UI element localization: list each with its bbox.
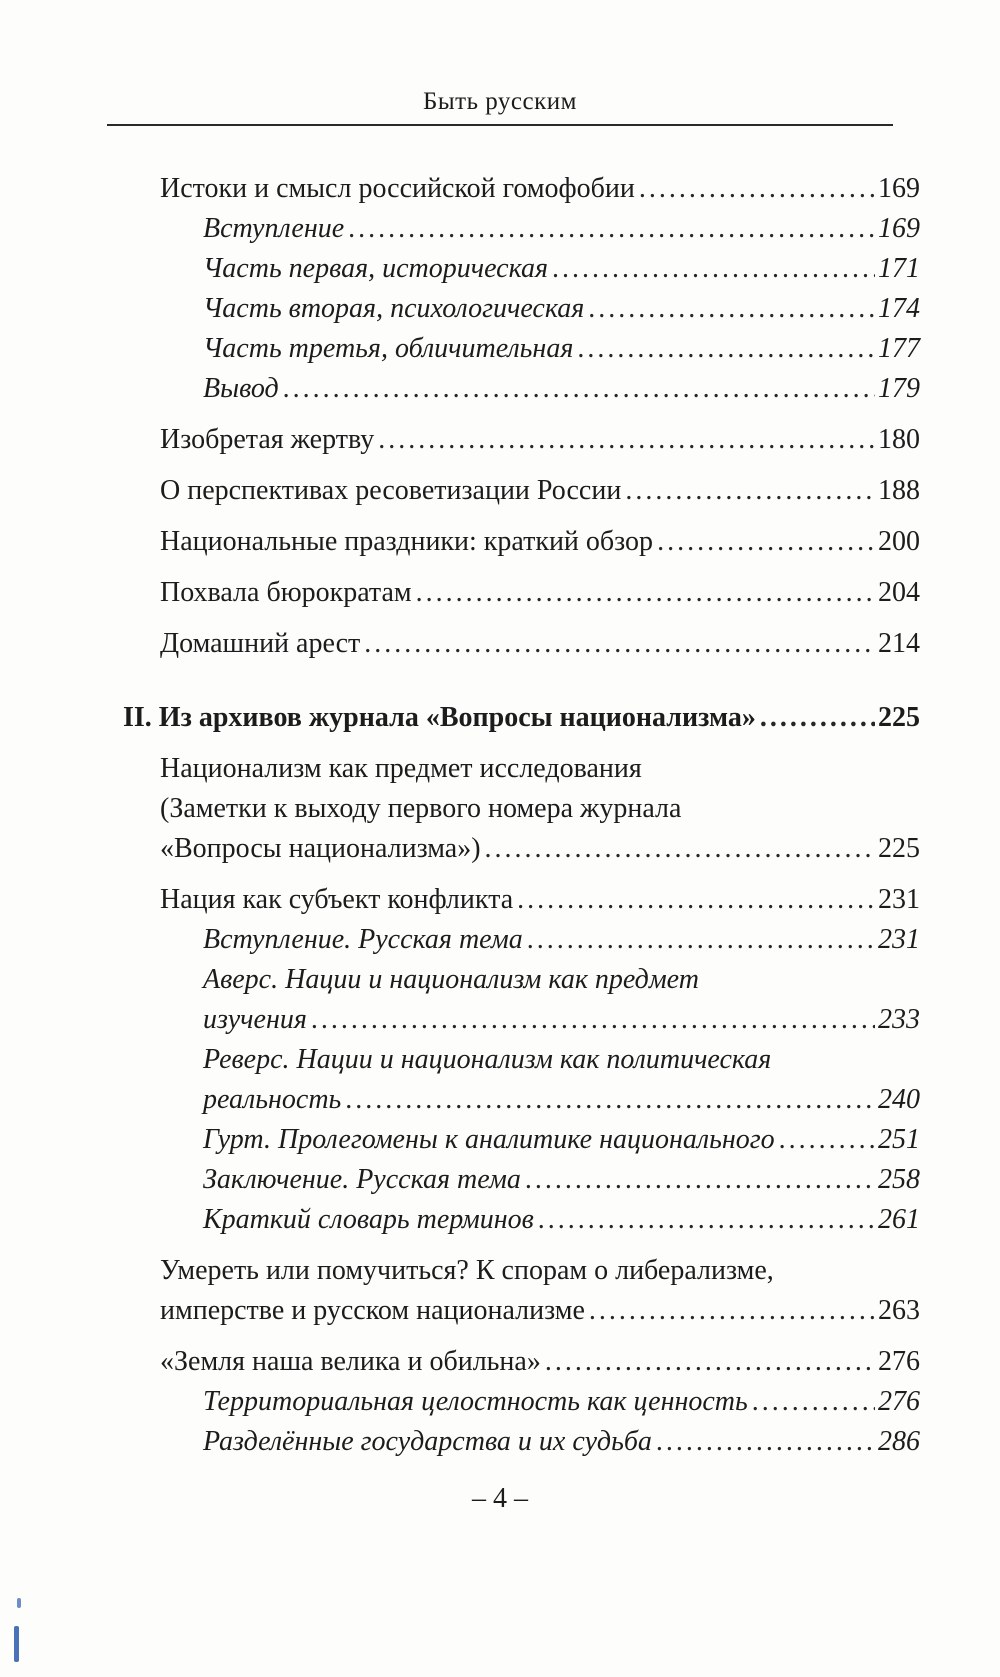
toc-entry-title: Территориальная целостность как ценность — [203, 1386, 748, 1417]
toc-entry-title: Изобретая жертву — [160, 424, 375, 455]
toc-entry-title: (Заметки к выходу первого номера журнала — [160, 793, 682, 824]
toc-entry-title: Национализм как предмет исследования — [160, 753, 642, 784]
toc-page-number: 225 — [878, 833, 920, 864]
toc-entry — [160, 624, 920, 664]
dot-leader — [656, 1422, 875, 1462]
toc-entry — [160, 522, 920, 562]
toc-entry-line — [160, 169, 920, 209]
toc-entry — [203, 1422, 920, 1462]
dot-leader — [485, 829, 875, 869]
toc-entry-line — [203, 920, 920, 960]
toc-entry — [203, 369, 920, 409]
dot-leader — [545, 1342, 875, 1382]
toc-entry — [203, 960, 920, 1040]
toc-entry-continuation — [160, 1251, 920, 1291]
dot-leader — [779, 1120, 875, 1160]
dot-leader — [527, 920, 875, 960]
toc-entry-title: Часть третья, обличительная — [203, 333, 574, 364]
toc-page-number: 180 — [878, 424, 920, 455]
toc-entry-line — [160, 471, 920, 511]
toc-entry-line — [203, 329, 920, 369]
toc-page-number: 169 — [878, 213, 920, 244]
toc-entry — [160, 169, 920, 209]
toc-entry-title: О перспективах ресоветизации России — [160, 475, 622, 506]
toc-entry-line — [160, 1291, 920, 1331]
toc-entry — [203, 1382, 920, 1422]
dot-leader — [552, 249, 875, 289]
toc-entry-line — [203, 1422, 920, 1462]
toc-entry — [160, 1251, 920, 1331]
toc-entry-title: Похвала бюрократам — [160, 577, 412, 608]
toc-list — [0, 126, 1000, 1462]
toc-entry-line — [160, 1342, 920, 1382]
toc-page-number: 171 — [878, 253, 920, 284]
toc-entry-title: Часть первая, историческая — [203, 253, 548, 284]
toc-page-number: 174 — [878, 293, 920, 324]
toc-page-number: 233 — [878, 1004, 920, 1035]
toc-page-number: 204 — [878, 577, 920, 608]
dot-leader — [525, 1160, 875, 1200]
toc-page-number: 276 — [878, 1346, 920, 1377]
toc-entry — [203, 209, 920, 249]
toc-page-number: 240 — [878, 1084, 920, 1115]
dot-leader — [378, 420, 875, 460]
toc-entry-title: Аверс. Нации и национализм как предмет — [203, 964, 699, 995]
toc-entry-title: изучения — [203, 1004, 307, 1035]
scan-artifact — [14, 1626, 19, 1662]
toc-entry-line — [203, 249, 920, 289]
toc-entry-title: Гурт. Пролегомены к аналитике национального — [203, 1124, 775, 1155]
toc-page-number: 169 — [878, 173, 920, 204]
toc-entry — [203, 1120, 920, 1160]
dot-leader — [577, 329, 875, 369]
toc-entry-title: Заключение. Русская тема — [203, 1164, 521, 1195]
dot-leader — [760, 698, 875, 738]
scan-artifact-small — [17, 1598, 21, 1608]
dot-leader — [538, 1200, 875, 1240]
dot-leader — [283, 369, 875, 409]
toc-entry-line — [160, 522, 920, 562]
toc-entry — [203, 1040, 920, 1120]
toc-entry-title: реальность — [203, 1084, 342, 1115]
dot-leader — [416, 573, 875, 613]
dot-leader — [589, 1291, 875, 1331]
toc-entry-line — [203, 1000, 920, 1040]
toc-entry-line — [160, 420, 920, 460]
toc-entry — [160, 749, 920, 869]
footer-page-number: – 4 – — [472, 1483, 528, 1514]
toc-page-number: 231 — [878, 884, 920, 915]
toc-entry-line — [160, 573, 920, 613]
toc-entry-title: Разделённые государства и их судьба — [203, 1426, 652, 1457]
toc-entry-title: Часть вторая, психологическая — [203, 293, 585, 324]
toc-entry-line — [160, 829, 920, 869]
dot-leader — [625, 471, 875, 511]
toc-entry — [203, 1200, 920, 1240]
dot-leader — [639, 169, 875, 209]
dot-leader — [588, 289, 875, 329]
toc-entry-line — [203, 1200, 920, 1240]
toc-page-number: 200 — [878, 526, 920, 557]
toc-entry-title: Вступление. Русская тема — [203, 924, 523, 955]
toc-entry-title: имперстве и русском национализме — [160, 1295, 585, 1326]
toc-entry-title: «Земля наша велика и обильна» — [160, 1346, 541, 1377]
running-head: Быть русским — [423, 88, 577, 115]
toc-entry — [203, 920, 920, 960]
toc-page-number: 214 — [878, 628, 920, 659]
toc-entry-title: Вступление — [203, 213, 345, 244]
dot-leader — [752, 1382, 875, 1422]
toc-entry-line — [203, 1080, 920, 1120]
toc-entry — [203, 329, 920, 369]
dot-leader — [348, 209, 875, 249]
toc-entry-title: Национальные праздники: краткий обзор — [160, 526, 654, 557]
toc-entry — [160, 880, 920, 920]
dot-leader — [517, 880, 875, 920]
toc-entry-line — [203, 209, 920, 249]
toc-entry-line — [203, 1120, 920, 1160]
toc-entry-line — [123, 698, 920, 738]
toc-entry-title: Нация как субъект конфликта — [160, 884, 514, 915]
toc-page-number: 177 — [878, 333, 920, 364]
toc-entry-continuation — [160, 789, 920, 829]
toc-entry — [160, 471, 920, 511]
toc-entry — [160, 573, 920, 613]
toc-page-number: 231 — [878, 924, 920, 955]
toc-entry-title: II. Из архивов журнала «Вопросы национализма» — [123, 702, 756, 733]
toc-entry — [160, 420, 920, 460]
toc-entry-title: Умереть или помучиться? К спорам о либерализме, — [160, 1255, 774, 1286]
toc-entry-title: Реверс. Нации и национализм как политическая — [203, 1044, 772, 1075]
toc-entry-line — [203, 1160, 920, 1200]
toc-page-number: 286 — [878, 1426, 920, 1457]
toc-entry — [123, 698, 920, 738]
toc-entry — [203, 249, 920, 289]
toc-entry-continuation — [160, 749, 920, 789]
toc-entry-title: Вывод — [203, 373, 279, 404]
toc-entry-line — [160, 624, 920, 664]
toc-entry-line — [203, 369, 920, 409]
toc-entry — [203, 1160, 920, 1200]
toc-entry-line — [203, 289, 920, 329]
toc-page-number: 261 — [878, 1204, 920, 1235]
toc-entry — [203, 289, 920, 329]
toc-entry-line — [160, 880, 920, 920]
toc-page-number: 225 — [878, 702, 920, 733]
toc-page-number: 263 — [878, 1295, 920, 1326]
dot-leader — [364, 624, 875, 664]
toc-entry-continuation — [203, 1040, 920, 1080]
toc-entry-title: Домашний арест — [160, 628, 361, 659]
toc-page-number: 276 — [878, 1386, 920, 1417]
dot-leader — [311, 1000, 875, 1040]
toc-page-number: 179 — [878, 373, 920, 404]
toc-page-number: 188 — [878, 475, 920, 506]
toc-entry-title: Краткий словарь терминов — [203, 1204, 534, 1235]
toc-page-number: 258 — [878, 1164, 920, 1195]
dot-leader — [345, 1080, 875, 1120]
toc-entry-continuation — [203, 960, 920, 1000]
toc-entry-title: «Вопросы национализма») — [160, 833, 481, 864]
toc-page-number: 251 — [878, 1124, 920, 1155]
toc-entry-line — [203, 1382, 920, 1422]
dot-leader — [657, 522, 875, 562]
toc-entry-title: Истоки и смысл российской гомофобии — [160, 173, 635, 204]
toc-entry — [160, 1342, 920, 1382]
